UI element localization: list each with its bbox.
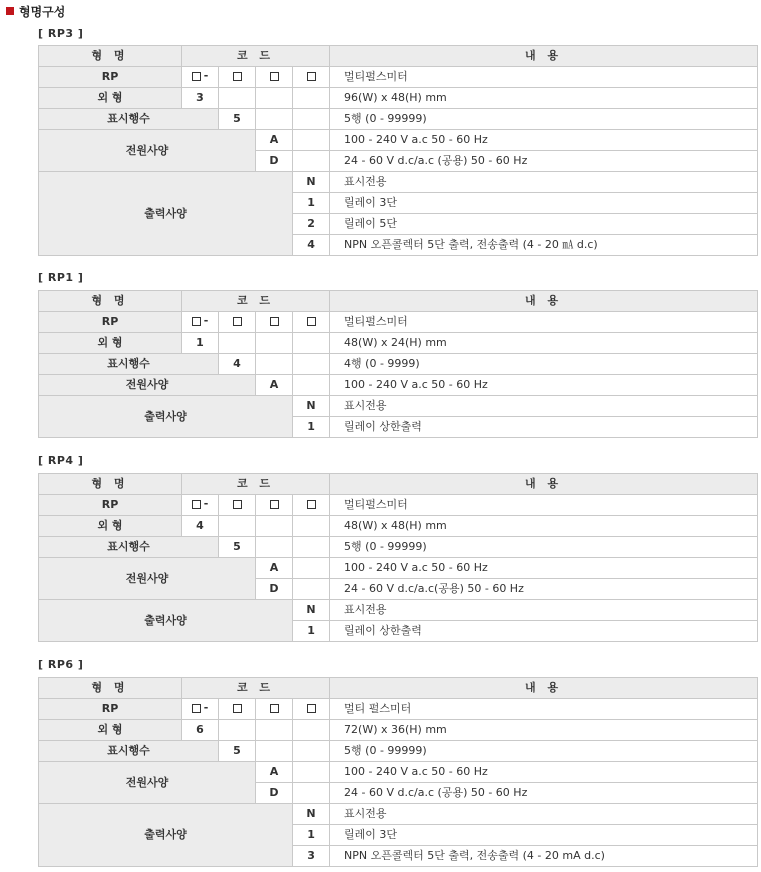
section-title: [ RP4 ] [38,454,84,467]
empty-cell [219,333,256,354]
table-row [39,88,758,109]
dash-text: - [203,69,209,82]
header-model: 형 명 [39,291,182,312]
checkbox-square-icon [233,72,242,81]
power-code: D [256,579,293,600]
empty-cell [293,783,330,804]
shape-label: 외 형 [39,720,182,741]
checkbox-square-icon [307,704,316,713]
power-desc: 100 - 240 V a.c 50 - 60 Hz [330,375,758,396]
rows-label: 표시행수 [39,537,219,558]
header-code: 코 드 [182,46,330,67]
empty-cell [293,741,330,762]
empty-cell [256,333,293,354]
power-desc: 100 - 240 V a.c 50 - 60 Hz [330,762,758,783]
empty-cell [293,516,330,537]
empty-cell [293,151,330,172]
section-title: [ RP1 ] [38,271,84,284]
code-cell [219,67,256,88]
empty-cell [219,88,256,109]
rows-label: 표시행수 [39,741,219,762]
output-desc: 표시전용 [330,172,758,193]
output-desc: 릴레이 5단 [330,214,758,235]
table-header-row [39,291,758,312]
power-code: A [256,762,293,783]
rp-label: RP [39,495,182,516]
rp-label: RP [39,67,182,88]
table-header-row [39,474,758,495]
header-model: 형 명 [39,474,182,495]
dash-text: - [203,701,209,714]
output-code: 2 [293,214,330,235]
checkbox-square-icon [307,72,316,81]
empty-cell [293,558,330,579]
empty-cell [219,720,256,741]
power-label: 전원사양 [39,375,256,396]
empty-cell [256,720,293,741]
empty-cell [293,762,330,783]
shape-label: 외 형 [39,333,182,354]
power-code: D [256,783,293,804]
empty-cell [293,375,330,396]
table-row [39,354,758,375]
checkbox-square-icon [192,500,201,509]
table-row [39,333,758,354]
output-code: N [293,804,330,825]
shape-label: 외 형 [39,516,182,537]
checkbox-square-icon [270,72,279,81]
table-row [39,537,758,558]
dash-text: - [203,497,209,510]
output-desc: 표시전용 [330,600,758,621]
header-content: 내 용 [330,474,758,495]
rows-desc: 5행 (0 - 99999) [330,109,758,130]
rp-desc: 멀티펄스미터 [330,67,758,88]
rp-desc: 멀티 펄스미터 [330,699,758,720]
section-title: [ RP3 ] [38,27,84,40]
rows-desc: 5행 (0 - 99999) [330,537,758,558]
header-content: 내 용 [330,46,758,67]
header-model: 형 명 [39,46,182,67]
output-code: N [293,396,330,417]
code-cell [182,699,219,720]
rp-label: RP [39,699,182,720]
checkbox-square-icon [192,317,201,326]
table-row [39,130,758,151]
spec-table [38,45,758,256]
output-desc: NPN 오픈콜렉터 5단 출력, 전송출력 (4 - 20 mA d.c) [330,846,758,867]
power-desc: 24 - 60 V d.c/a.c (공용) 50 - 60 Hz [330,783,758,804]
table-row [39,699,758,720]
page-title: 형명구성 [19,4,66,19]
checkbox-square-icon [233,704,242,713]
spec-table [38,677,758,867]
empty-cell [256,354,293,375]
rows-code: 4 [219,354,256,375]
checkbox-square-icon [233,317,242,326]
table-row [39,600,758,621]
table-row [39,67,758,88]
output-code: 3 [293,846,330,867]
output-code: 1 [293,417,330,438]
spec-table [38,473,758,642]
table-row [39,720,758,741]
rows-label: 표시행수 [39,354,219,375]
output-label: 출력사양 [39,172,293,256]
output-code: 4 [293,235,330,256]
power-desc: 24 - 60 V d.c/a.c(공용) 50 - 60 Hz [330,579,758,600]
rows-label: 표시행수 [39,109,219,130]
code-cell [293,699,330,720]
empty-cell [219,516,256,537]
code-cell [293,312,330,333]
table-row [39,396,758,417]
output-desc: 표시전용 [330,804,758,825]
empty-cell [293,109,330,130]
rows-code: 5 [219,109,256,130]
output-code: N [293,172,330,193]
checkbox-square-icon [307,317,316,326]
code-cell [293,67,330,88]
page-heading [6,3,65,19]
shape-desc: 48(W) x 24(H) mm [330,333,758,354]
table-row [39,375,758,396]
checkbox-square-icon [192,704,201,713]
table-row [39,109,758,130]
rows-code: 5 [219,537,256,558]
rows-desc: 4행 (0 - 9999) [330,354,758,375]
dash-text: - [203,314,209,327]
output-desc: 릴레이 상한출력 [330,417,758,438]
checkbox-square-icon [192,72,201,81]
empty-cell [293,579,330,600]
table-header-row [39,678,758,699]
code-cell [293,495,330,516]
table-row [39,312,758,333]
table-row [39,495,758,516]
shape-desc: 96(W) x 48(H) mm [330,88,758,109]
shape-code: 6 [182,720,219,741]
table-header-row [39,46,758,67]
table-row [39,762,758,783]
empty-cell [293,537,330,558]
empty-cell [256,537,293,558]
checkbox-square-icon [270,317,279,326]
shape-desc: 48(W) x 48(H) mm [330,516,758,537]
empty-cell [293,333,330,354]
shape-code: 3 [182,88,219,109]
empty-cell [293,88,330,109]
rp-label: RP [39,312,182,333]
section-title: [ RP6 ] [38,658,84,671]
header-code: 코 드 [182,291,330,312]
rp-desc: 멀티펄스미터 [330,312,758,333]
code-cell [182,495,219,516]
output-desc: NPN 오픈콜렉터 5단 출력, 전송출력 (4 - 20 ㎃ d.c) [330,235,758,256]
spec-table [38,290,758,438]
code-cell [256,495,293,516]
empty-cell [256,88,293,109]
power-desc: 100 - 240 V a.c 50 - 60 Hz [330,130,758,151]
power-code: A [256,558,293,579]
code-cell [219,495,256,516]
header-model: 형 명 [39,678,182,699]
power-code: D [256,151,293,172]
header-code: 코 드 [182,474,330,495]
header-code: 코 드 [182,678,330,699]
output-desc: 표시전용 [330,396,758,417]
code-cell [219,312,256,333]
power-label: 전원사양 [39,130,256,172]
checkbox-square-icon [270,500,279,509]
table-row [39,172,758,193]
power-label: 전원사양 [39,762,256,804]
output-desc: 릴레이 3단 [330,193,758,214]
checkbox-square-icon [270,704,279,713]
table-row [39,741,758,762]
checkbox-square-icon [233,500,242,509]
output-code: 1 [293,193,330,214]
output-code: N [293,600,330,621]
power-code: A [256,130,293,151]
code-cell [182,67,219,88]
output-code: 1 [293,825,330,846]
rows-desc: 5행 (0 - 99999) [330,741,758,762]
empty-cell [256,741,293,762]
code-cell [256,312,293,333]
power-desc: 24 - 60 V d.c/a.c (공용) 50 - 60 Hz [330,151,758,172]
empty-cell [293,130,330,151]
table-row [39,558,758,579]
table-row [39,804,758,825]
checkbox-square-icon [307,500,316,509]
code-cell [182,312,219,333]
power-label: 전원사양 [39,558,256,600]
code-cell [256,699,293,720]
output-label: 출력사양 [39,396,293,438]
header-content: 내 용 [330,291,758,312]
header-content: 내 용 [330,678,758,699]
output-label: 출력사양 [39,600,293,642]
shape-code: 4 [182,516,219,537]
empty-cell [293,354,330,375]
rp-desc: 멀티펄스미터 [330,495,758,516]
output-desc: 릴레이 상한출력 [330,621,758,642]
code-cell [219,699,256,720]
output-code: 1 [293,621,330,642]
power-desc: 100 - 240 V a.c 50 - 60 Hz [330,558,758,579]
output-desc: 릴레이 3단 [330,825,758,846]
code-cell [256,67,293,88]
empty-cell [256,516,293,537]
red-square-bullet-icon [6,7,14,15]
empty-cell [256,109,293,130]
empty-cell [293,720,330,741]
shape-code: 1 [182,333,219,354]
power-code: A [256,375,293,396]
shape-label: 외 형 [39,88,182,109]
output-label: 출력사양 [39,804,293,867]
table-row [39,516,758,537]
shape-desc: 72(W) x 36(H) mm [330,720,758,741]
rows-code: 5 [219,741,256,762]
